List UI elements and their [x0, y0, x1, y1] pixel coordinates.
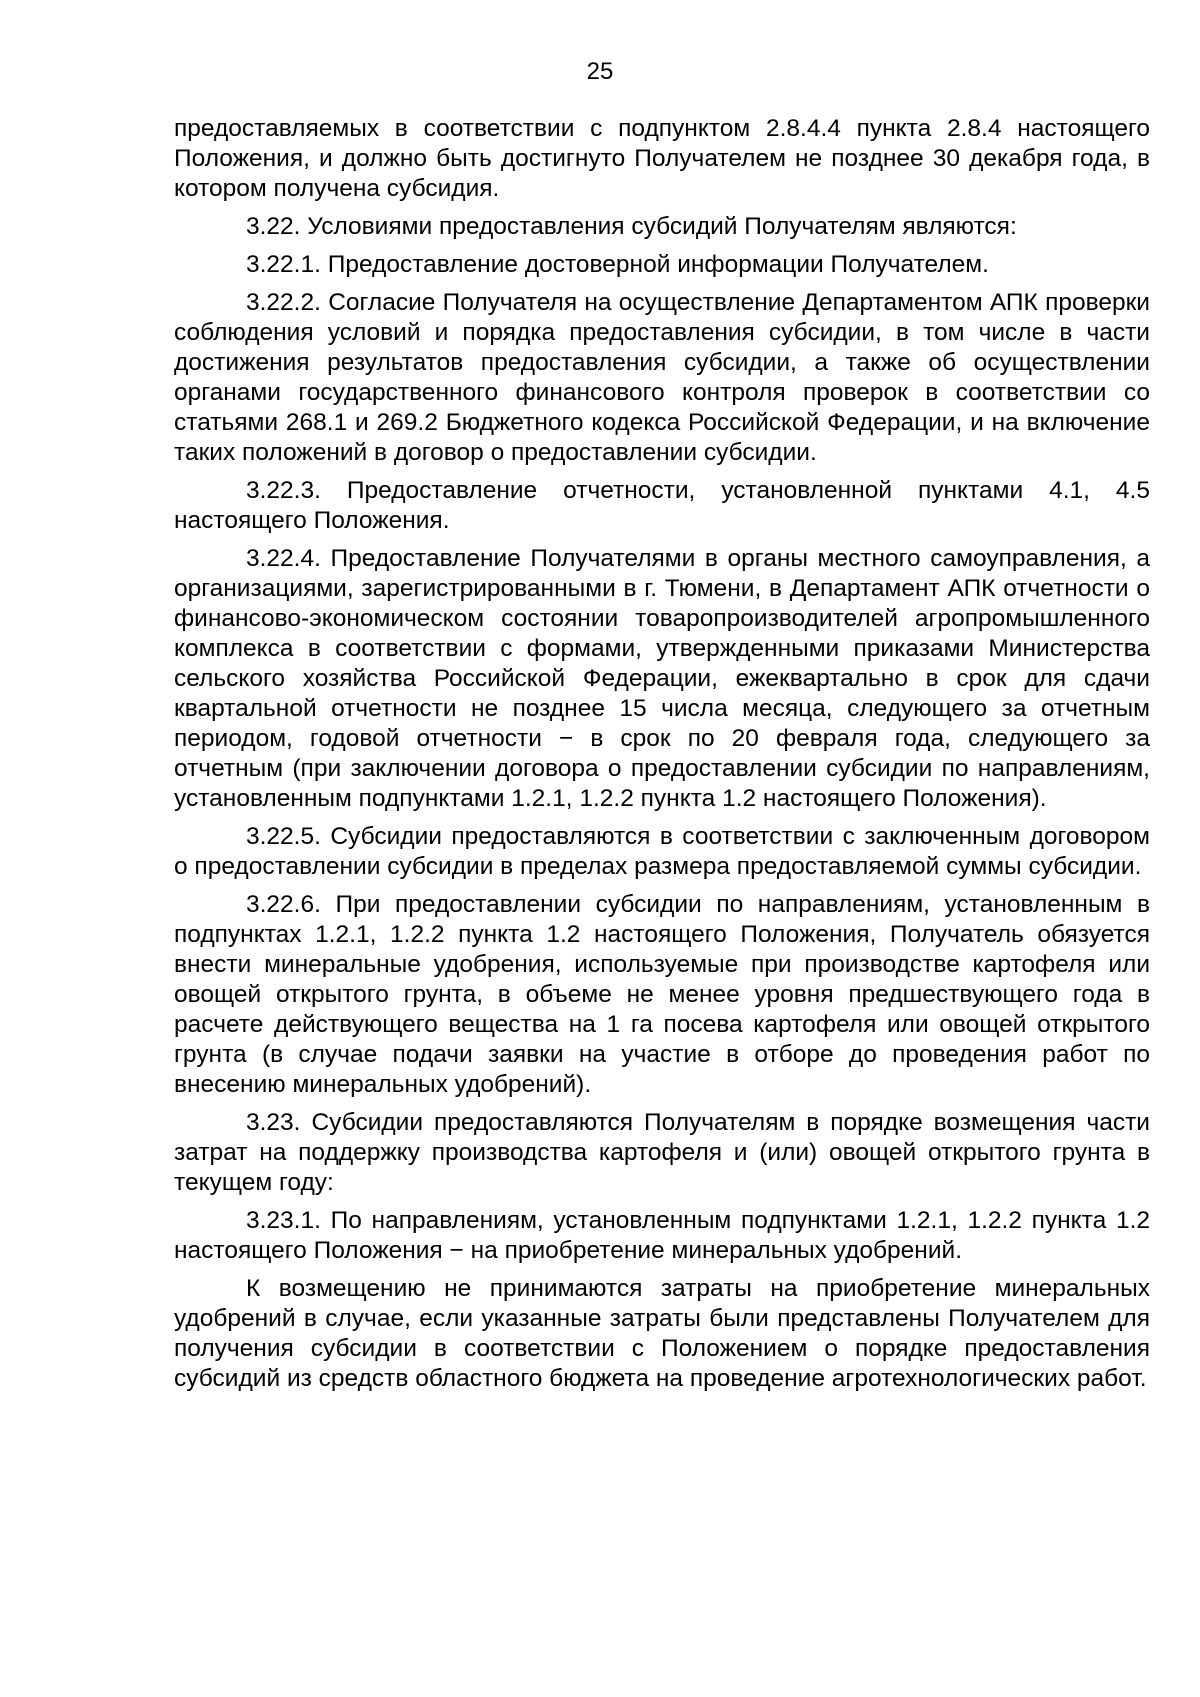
paragraph-3-22-1: 3.22.1. Предоставление достоверной информации Получателем.: [246, 251, 989, 278]
paragraph-3-22-5: 3.22.5. Субсидии предоставляются в соответствии с заключенным договором о предоставлении субсидии в пределах размера предоставляемой суммы субсидии.: [174, 823, 1150, 880]
paragraph-3-22-3: 3.22.3. Предоставление отчетности, установленной пунктами 4.1, 4.5 настоящего Положения.: [174, 477, 1150, 534]
page-number: 25: [586, 58, 614, 85]
paragraph-reimbursement-exclusion: К возмещению не принимаются затраты на приобретение минеральных удобрений в случае, если указанные затраты были представлены Получателем для получения субсидии в соответствии с Положением о порядке предоставления субсидий из средств областного бюджета на проведение агротехнологических работ.: [174, 1275, 1150, 1392]
paragraph-3-23: 3.23. Субсидии предоставляются Получателям в порядке возмещения части затрат на поддержку производства картофеля и (или) овощей открытого грунта в текущем году:: [174, 1109, 1150, 1196]
paragraph-3-22-2: 3.22.2. Согласие Получателя на осуществление Департаментом АПК проверки соблюдения условий и порядка предоставления субсидии, в том числе в части достижения результатов предоставления субсидии, а также об осуществлении органами государственного финансового контроля проверок в соответствии со статьями 268.1 и 269.2 Бюджетного кодекса Российской Федерации, и на включение таких положений в договор о предоставлении субсидии.: [174, 289, 1150, 466]
document-body: [174, 114, 1150, 1402]
paragraph-3-23-1: 3.23.1. По направлениям, установленным подпунктами 1.2.1, 1.2.2 пункта 1.2 настоящего Положения − на приобретение минеральных удобрений.: [174, 1207, 1150, 1264]
paragraph-continuation: предоставляемых в соответствии с подпунктом 2.8.4.4 пункта 2.8.4 настоящего Положения, и должно быть достигнуто Получателем не позднее 30 декабря года, в котором получена субсидия.: [174, 115, 1150, 202]
paragraph-3-22: 3.22. Условиями предоставления субсидий Получателям являются:: [246, 213, 1017, 240]
paragraph-3-22-6: 3.22.6. При предоставлении субсидии по направлениям, установленным в подпунктах 1.2.1, 1.2.2 пункта 1.2 настоящего Положения, Получатель обязуется внести минеральные удобрения, используемые при производстве картофеля или овощей открытого грунта, в объеме не менее уровня предшествующего года в расчете действующего вещества на 1 га посева картофеля или овощей открытого грунта (в случае подачи заявки на участие в отборе до проведения работ по внесению минеральных удобрений).: [174, 891, 1150, 1098]
paragraph-3-22-4: 3.22.4. Предоставление Получателями в органы местного самоуправления, а организациями, зарегистрированными в г. Тюмени, в Департамент АПК отчетности о финансово-экономическом состоянии товаропроизводителей агропромышленного комплекса в соответствии с формами, утвержденными приказами Министерства сельского хозяйства Российской Федерации, ежеквартально в срок для сдачи квартальной отчетности не позднее 15 числа месяца, следующего за отчетным периодом, годовой отчетности − в срок по 20 февраля года, следующего за отчетным (при заключении договора о предоставлении субсидии по направлениям, установленным подпунктами 1.2.1, 1.2.2 пункта 1.2 настоящего Положения).: [174, 545, 1150, 812]
